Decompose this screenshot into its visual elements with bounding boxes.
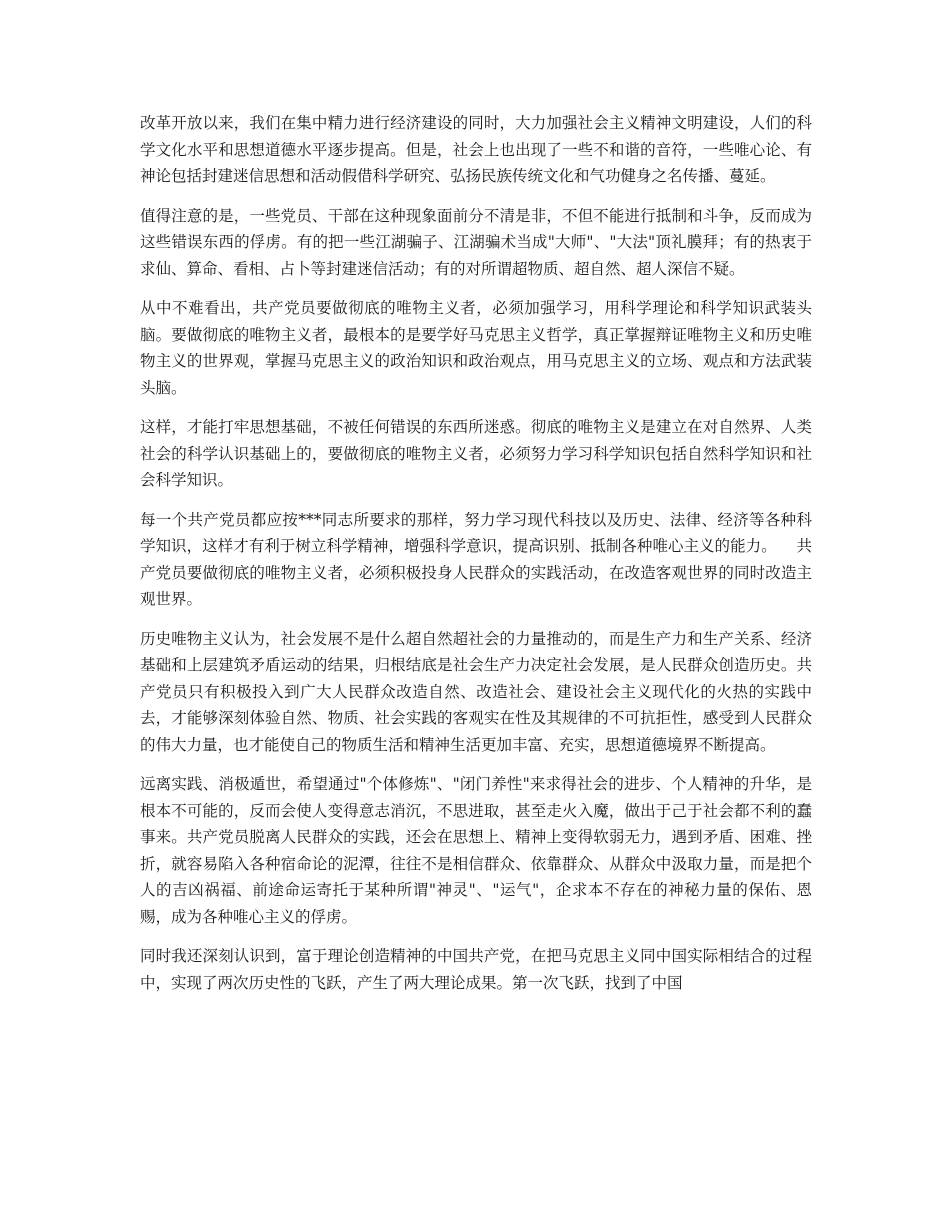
paragraph-5: 每一个共产党员都应按***同志所要求的那样，努力学习现代科技以及历史、法律、经济等各种科学知识，这样才有利于树立科学精神，增强科学意识，提高识别、抵制各种唯心主义的能力。 共产党员要做彻底的唯物主义者，必须积极投身人民群众的实践活动，在改造客观世界的同时改造主观世界。 [140, 510, 812, 608]
paragraph-6: 历史唯物主义认为，社会发展不是什么超自然超社会的力量推动的，而是生产力和生产关系、经济基础和上层建筑矛盾运动的结果，归根结底是社会生产力决定社会发展，是人民群众创造历史。共产党员只有积极投入到广大人民群众改造自然、改造社会、建设社会主义现代化的火热的实践中去，才能够深刻体验自然、物质、社会实践的客观实在性及其规律的不可抗拒性，感受到人民群众的伟大力量，也才能使自己的物质生活和精神生活更加丰富、充实，思想道德境界不断提高。 [140, 629, 812, 754]
paragraph-7: 远离实践、消极遁世，希望通过"个体修炼"、"闭门养性"来求得社会的进步、个人精神的升华，是根本不可能的，反而会使人变得意志消沉，不思进取，甚至走火入魔，做出于己于社会都不利的蠢事来。共产党员脱离人民群众的实践，还会在思想上、精神上变得软弱无力，遇到矛盾、困难、挫折，就容易陷入各种宿命论的泥潭，往往不是相信群众、依靠群众、从群众中汲取力量，而是把个人的吉凶祸福、前途命运寄托于某种所谓"神灵"、"运气"，企求本不存在的神秘力量的保佑、恩赐，成为各种唯心主义的俘虏。 [140, 775, 812, 926]
document-body [140, 110, 812, 1009]
paragraph-1: 改革开放以来，我们在集中精力进行经济建设的同时，大力加强社会主义精神文明建设，人们的科学文化水平和思想道德水平逐步提高。但是，社会上也出现了一些不和谐的音符，一些唯心论、有神论包括封建迷信思想和活动假借科学研究、弘扬民族传统文化和气功健身之名传播、蔓延。 [140, 114, 812, 185]
paragraph-8: 同时我还深刻认识到，富于理论创造精神的中国共产党，在把马克思主义同中国实际相结合的过程中，实现了两次历史性的飞跃，产生了两大理论成果。第一次飞跃，找到了中国 [140, 947, 812, 992]
paragraph-2: 值得注意的是，一些党员、干部在这种现象面前分不清是非，不但不能进行抵制和斗争，反而成为这些错误东西的俘虏。有的把一些江湖骗子、江湖骗术当成"大师"、"大法"顶礼膜拜；有的热衷于求仙、算命、看相、占卜等封建迷信活动；有的对所谓超物质、超自然、超人深信不疑。 [140, 206, 812, 278]
paragraph-3: 从中不难看出，共产党员要做彻底的唯物主义者，必须加强学习，用科学理论和科学知识武装头脑。要做彻底的唯物主义者，最根本的是要学好马克思主义哲学，真正掌握辩证唯物主义和历史唯物主义的世界观，掌握马克思主义的政治知识和政治观点，用马克思主义的立场、观点和方法武装头脑。 [140, 299, 812, 397]
paragraph-4: 这样，才能打牢思想基础，不被任何错误的东西所迷惑。彻底的唯物主义是建立在对自然界、人类社会的科学认识基础上的，要做彻底的唯物主义者，必须努力学习科学知识包括自然科学知识和社会科学知识。 [140, 418, 812, 489]
